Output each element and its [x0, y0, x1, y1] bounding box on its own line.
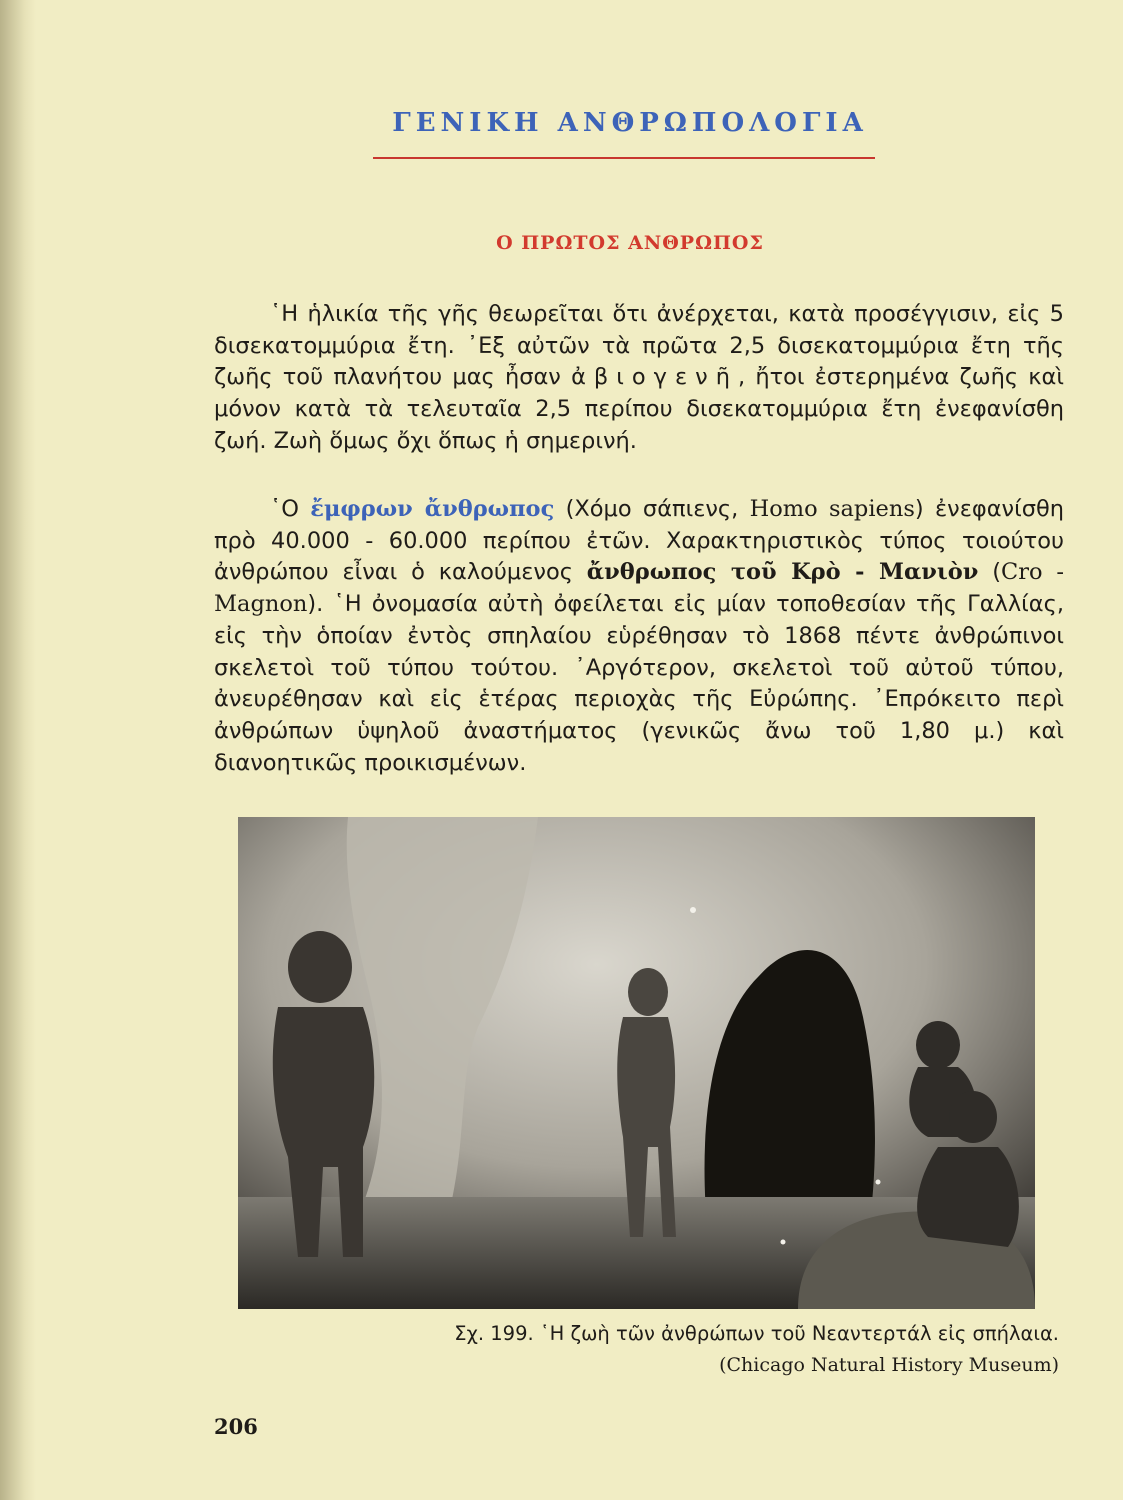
- header-rule: [373, 157, 875, 159]
- figure-credit: (Chicago Natural History Museum): [719, 1354, 1059, 1376]
- latin-cro-magnon: Cro - Magnon: [214, 559, 1065, 618]
- paragraph-age-of-earth: [214, 299, 1064, 458]
- para2-text-c: (: [978, 559, 1002, 586]
- para2-text-d: ). ῾Η ὀνομασία αὐτὴ ὀφείλεται εἰς μίαν τοποθεσίαν τῆς Γαλλίας, εἰς τὴν ὁποίαν ἐντὸς σπηλαίου εὑρέθησαν τὸ 1868 πέντε ἀνθρώπινοι σκελετοὶ τοῦ τύπου τούτου. ᾿Αργότερον, σκελετοὶ τοῦ αὐτοῦ τύπου, ἀνευρέθησαν καὶ εἰς ἑτέρας περιοχὰς τῆς Εὐρώπης. ᾿Επρόκειτο περὶ ἀνθρώπων ὑψηλοῦ ἀναστήματος (γενικῶς ἄνω τοῦ 1,80 μ.) καὶ διανοητικῶς προικισμένων.: [214, 591, 1064, 776]
- latin-homo-sapiens: Homo sapiens: [749, 496, 915, 522]
- paragraph-homo-sapiens: [214, 494, 1064, 779]
- figure-caption: Σχ. 199. ῾Η ζωὴ τῶν ἀνθρώπων τοῦ Νεαντερτάλ εἰς σπήλαια.: [454, 1322, 1059, 1345]
- section-title: Ο ΠΡΩΤΟΣ ΑΝΘΡΩΠΟΣ: [496, 232, 764, 254]
- running-head: ΓΕΝΙΚΗ ΑΝΘΡΩΠΟΛΟΓΙΑ: [392, 108, 868, 138]
- term-cro-magnon: ἄνθρωπος τοῦ Κρὸ - Μανιὸν: [586, 559, 979, 586]
- para1-text-a: ῾Η ἡλικία τῆς γῆς θεωρεῖται ὅτι ἀνέρχεται, κατὰ προσέγγισιν, εἰς 5 δισεκατομμύρια ἔτη. ᾿Εξ αὐτῶν τὰ πρῶτα 2,5 δισεκατομμύρια ἔτη τῆς ζωῆς τοῦ πλανήτου μας ἦσαν: [214, 301, 1064, 391]
- para1-text-b: , ἤτοι ἐστερημένα ζωῆς καὶ μόνον κατὰ τὰ τελευταῖα 2,5 περίπου δισεκατομμύρια ἔτη ἐνεφανίσθη ζωή. Ζωὴ ὅμως ὄχι ὅπως ἡ σημερινή.: [214, 364, 1064, 454]
- spaced-word: ἀβιογενῆ: [571, 364, 738, 391]
- term-homo-sapiens: ἔμφρων ἄνθρωπος: [310, 496, 555, 522]
- para2-text-b: ) ἐνεφανίσθη πρὸ 40.000 - 60.000 περίπου ἐτῶν. Χαρακτηριστικὸς τύπος τοιούτου ἀνθρώπου εἶναι ὁ καλούμενος: [214, 496, 1064, 586]
- page-number: 206: [214, 1414, 258, 1439]
- para2-text-a: (Χόμο σάπιενς,: [554, 496, 750, 522]
- binding-shadow: [0, 0, 36, 1500]
- cave-scene-illustration: [238, 817, 1035, 1309]
- para2-lead: ῾Ο: [270, 496, 311, 522]
- cave-scene-photo: [238, 817, 1035, 1309]
